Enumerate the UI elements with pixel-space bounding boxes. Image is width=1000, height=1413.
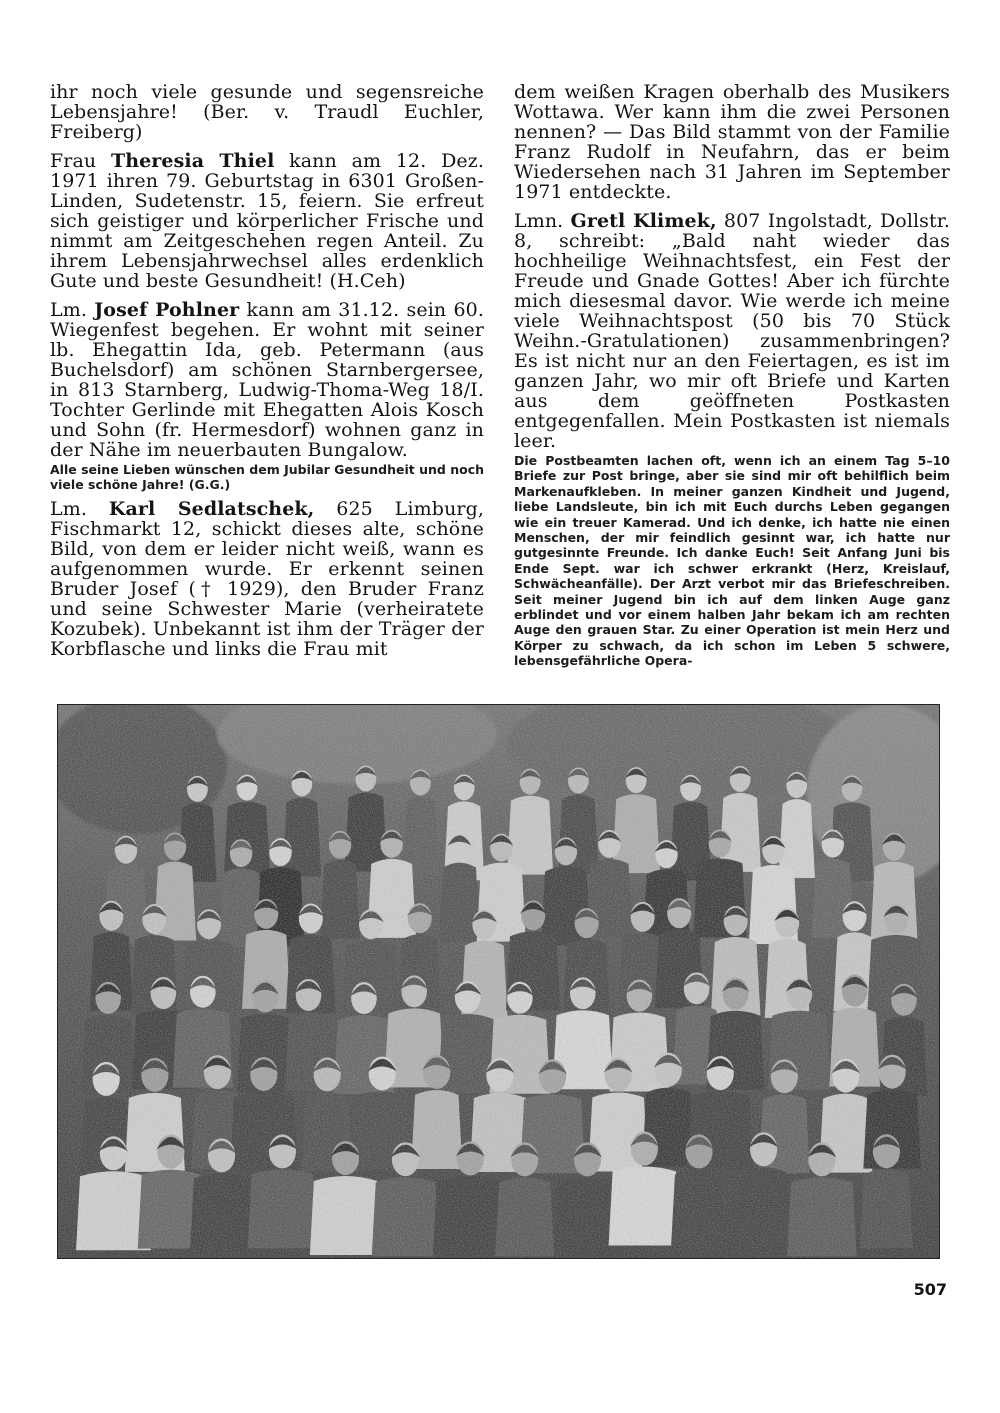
notice-body: kann am 12. Dez. 1971 ihren 79. Geburtstag in 6301 Großen-Linden, Sudetenstr. 15, feiern. Sie erfreut sich geistiger und körperlicher Frische und nimmt am Zeitgeschehen regen Anteil. Zu ihrem Lebensjahrwechsel alles erdenklich Gute und beste Gesundheit! (H.Ceh) <box>50 150 484 292</box>
article-continuation-text: ihr noch viele gesunde und segensreiche Lebensjahre! (Ber. v. Traudl Euchler, Freiberg) <box>50 81 484 143</box>
photo-notice-continuation <box>514 82 950 202</box>
letter-klimek-small-print <box>514 453 950 669</box>
letter-klimek <box>514 211 950 451</box>
notice-body: 625 Limburg, Fischmarkt 12, schickt dieses alte, schöne Bild, von dem er leider nicht weiß, wann es aufgenommen wurde. Er erkennt seinen Bruder Josef († 1929), den Bruder Franz und seine Schwester Marie (verheiratete Kozubek). Unbekannt ist ihm der Träger der Korbflasche und links die Frau mit <box>50 497 484 660</box>
letter-small-text: Die Postbeamten lachen oft, wenn ich an einem Tag 5–10 Briefe zur Post bringe, aber sie sind mir oft behilflich beim Markenaufkleben. In meiner ganzen Kindheit und Jugend, liebe Landsleute, bin ich mit Euch durchs Leben gegangen wie ein treuer Kamerad. Und ich denke, ich hatte nie einen Menschen, der mir feindlich gesinnt war, ich hatte nur gutgesinnte Freunde. Ich danke Euch! Seit Anfang Juni bis Ende Sept. war ich schwer erkrankt (Herz, Kreislauf, Schwächeanfälle). Der Arzt verbot mir das Briefeschreiben. Seit meiner Jugend bin ich auf dem linken Auge ganz erblindet und vor einem halben Jahr bekam ich am rechten Auge den grauen Star. Zu einer Operation ist mein Herz und Körper zu schwach, da ich schon im Leben 5 schwere, lebensgefährliche Opera- <box>514 453 950 669</box>
birthday-notice-pohlner <box>50 300 484 460</box>
group-photo-graphic <box>57 704 940 1259</box>
wishes-note <box>50 462 484 493</box>
page-number: 507 <box>913 1280 947 1299</box>
person-name: Gretl Klimek, <box>570 210 717 232</box>
left-column <box>50 82 484 668</box>
article-continuation <box>50 82 484 142</box>
notice-body: kann am 31.12. sein 60. Wiegenfest begehen. Er wohnt mit seiner lb. Ehegattin Ida, geb. Petermann (aus Buchelsdorf) am schönen Starnbergersee, in 813 Starnberg, Ludwig-Thoma-Weg 18/I. Tochter Gerlinde mit Ehegatten Alois Kosch und Sohn (fr. Hermesdorf) wohnen ganz in der Nähe im neuerbauten Bungalow. <box>50 299 484 461</box>
title-prefix: Lmn. <box>514 210 571 232</box>
wishes-text: Alle seine Lieben wünschen dem Jubilar Gesundheit und noch viele schöne Jahre! (G.G.) <box>50 462 484 493</box>
title-prefix: Frau <box>50 150 111 172</box>
right-column <box>514 82 950 675</box>
person-name: Josef Pohlner <box>94 299 240 321</box>
person-name: Theresia Thiel <box>110 150 275 172</box>
group-photo <box>57 704 940 1259</box>
letter-body: 807 Ingolstadt, Dollstr. 8, schreibt: „Bald naht wieder das hochheilige Weihnachtsfest, ein Fest der Freude und Gnade Gottes! Aber ich fürchte mich diesesmal davor. Wie werde ich meine viele Weihnachtspost (50 bis 70 Stück Weihn.-Gratulationen) zusammenbringen? Es ist nicht nur an den Feiertagen, es ist im ganzen Jahr, wo mir oft Briefe und Karten aus dem geöffneten Postkasten entgegenfallen. Mein Postkasten ist niemals leer. <box>514 210 951 452</box>
continuation-text: dem weißen Kragen oberhalb des Musikers Wottawa. Wer kann ihm die zwei Personen nennen? — Das Bild stammt von der Familie Franz Rudolf in Neufahrn, das er beim Wiedersehen nach 31 Jahren im September 1971 entdeckte. <box>514 81 950 203</box>
person-name: Karl Sedlatschek, <box>108 497 315 520</box>
birthday-notice-thiel <box>50 151 484 291</box>
title-prefix: Lm. <box>50 299 95 321</box>
photo-notice-sedlatschek <box>50 499 484 659</box>
title-prefix: Lm. <box>50 497 109 520</box>
